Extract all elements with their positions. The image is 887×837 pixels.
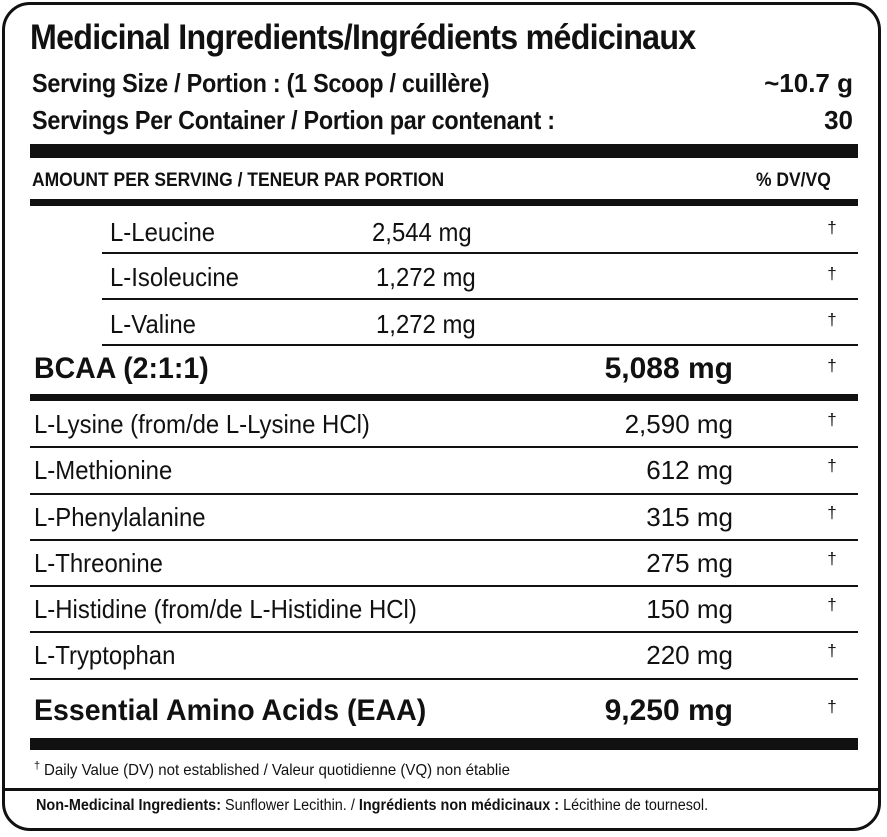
- dagger-mark: †: [827, 218, 837, 237]
- ingredient-amount-l-isoleucine: 1,272 mg: [376, 262, 476, 292]
- serving-size-value: ~10.7 g: [764, 68, 853, 98]
- ingredient-name-l-histidine: L-Histidine (from/de L-Histidine HCl): [34, 594, 417, 624]
- ingredient-amount-l-methionine: 612 mg: [646, 455, 733, 485]
- footer-divider: [4, 788, 879, 791]
- row-divider: [102, 298, 858, 300]
- ingredient-name-l-tryptophan: L-Tryptophan: [34, 640, 176, 670]
- ingredient-amount-l-threonine: 275 mg: [646, 548, 733, 578]
- ingredient-amount-l-histidine: 150 mg: [646, 594, 733, 624]
- ingredient-name-l-threonine: L-Threonine: [34, 548, 163, 578]
- ingredient-name-l-lysine: L-Lysine (from/de L-Lysine HCl): [34, 409, 370, 439]
- bcaa-divider: [30, 394, 858, 401]
- footnote-text: Daily Value (DV) not established / Valeur quotidienne (VQ) non établie: [44, 762, 510, 779]
- serving-size-label: Serving Size / Portion : (1 Scoop / cuillère): [32, 68, 490, 98]
- ingredient-name-l-leucine: L-Leucine: [110, 217, 216, 247]
- dagger-mark: †: [827, 456, 837, 475]
- row-divider: [30, 493, 858, 495]
- ingredient-amount-l-phenylalanine: 315 mg: [646, 502, 733, 532]
- servings-per-container-value: 30: [824, 105, 853, 135]
- row-divider: [30, 678, 858, 680]
- dagger-mark: †: [827, 410, 837, 429]
- non-medicinal-label-en: Non-Medicinal Ingredients:: [36, 797, 222, 814]
- ingredient-amount-l-valine: 1,272 mg: [376, 309, 476, 339]
- thick-divider-top: [30, 144, 858, 158]
- dagger-mark: †: [827, 697, 837, 716]
- row-divider: [30, 539, 858, 541]
- dagger-mark: †: [827, 503, 837, 522]
- row-divider: [30, 446, 858, 448]
- dagger-mark: †: [827, 310, 837, 329]
- dagger-mark: †: [827, 549, 837, 568]
- row-divider: [30, 585, 858, 587]
- dagger-mark: †: [827, 356, 837, 375]
- dagger-mark: †: [827, 595, 837, 614]
- dv-header: % DV/VQ: [756, 170, 831, 191]
- eaa-total-name: Essential Amino Acids (EAA): [34, 694, 427, 727]
- panel-title: Medicinal Ingredients/Ingrédients médicinaux: [30, 18, 696, 57]
- dagger-mark: †: [827, 641, 837, 660]
- non-medicinal-label-fr: Ingrédients non médicinaux :: [358, 797, 560, 814]
- ingredient-amount-l-lysine: 2,590 mg: [624, 409, 733, 439]
- ingredient-name-l-isoleucine: L-Isoleucine: [110, 262, 239, 292]
- row-divider: [102, 252, 858, 254]
- non-medicinal-ingredients: [36, 797, 708, 815]
- non-medicinal-text-en: Sunflower Lecithin. /: [221, 797, 359, 814]
- eaa-total-amount: 9,250 mg: [604, 694, 733, 727]
- ingredient-name-l-valine: L-Valine: [110, 309, 196, 339]
- non-medicinal-text-fr: Lécithine de tournesol.: [559, 797, 709, 814]
- ingredient-amount-l-tryptophan: 220 mg: [646, 640, 733, 670]
- amount-per-serving-header: AMOUNT PER SERVING / TENEUR PAR PORTION: [32, 170, 445, 191]
- row-divider: [102, 344, 858, 346]
- servings-per-container-label: Servings Per Container / Portion par contenant :: [32, 105, 555, 135]
- ingredient-amount-l-leucine: 2,544 mg: [372, 217, 472, 247]
- footnote-dagger: †: [34, 760, 41, 772]
- ingredient-name-l-methionine: L-Methionine: [34, 455, 173, 485]
- row-divider: [30, 631, 858, 633]
- ingredient-name-l-phenylalanine: L-Phenylalanine: [34, 502, 206, 532]
- header-divider: [30, 199, 858, 206]
- bcaa-total-name: BCAA (2:1:1): [34, 352, 209, 385]
- bcaa-total-amount: 5,088 mg: [604, 352, 733, 385]
- thick-divider-bottom: [30, 738, 858, 750]
- dagger-mark: †: [827, 264, 837, 283]
